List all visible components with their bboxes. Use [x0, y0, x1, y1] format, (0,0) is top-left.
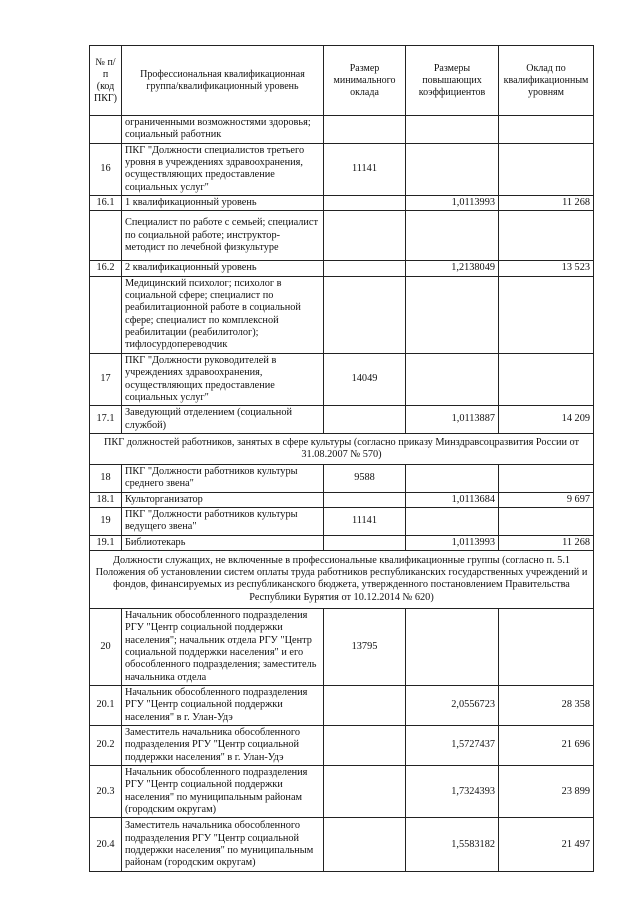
- cell-position: ПКГ "Должности работников культуры ведущего звена": [122, 507, 324, 535]
- cell-position: Начальник обособленного подразделения РГУ "Центр социальной поддержки населения" по муниципальным районам (городским округам): [122, 766, 324, 818]
- cell-position: ПКГ "Должности специалистов третьего уровня в учреждениях здравоохранения, осуществляющих предоставление социальных услуг": [122, 143, 324, 195]
- cell-min-salary: [324, 818, 406, 872]
- cell-position: Культорганизатор: [122, 492, 324, 507]
- table-row: [90, 211, 594, 261]
- cell-salary: [499, 116, 594, 144]
- table-row: [90, 726, 594, 766]
- cell-coefficient: 1,0113993: [406, 196, 499, 211]
- cell-num: 20.2: [90, 726, 122, 766]
- table-row: [90, 766, 594, 818]
- table-row: [90, 507, 594, 535]
- cell-position: 1 квалификационный уровень: [122, 196, 324, 211]
- table-header-row: [90, 46, 594, 116]
- cell-position: Заместитель начальника обособленного подразделения РГУ "Центр социальной поддержки населения" по муниципальным районам (городским округам): [122, 818, 324, 872]
- header-coefficients: Размеры повышающих коэффициентов: [406, 46, 499, 116]
- cell-coefficient: 1,5583182: [406, 818, 499, 872]
- section-heading: ПКГ должностей работников, занятых в сфере культуры (согласно приказу Минздравсоцразвития России от 31.08.2007 № 570): [90, 433, 594, 464]
- table-row: [90, 116, 594, 144]
- cell-min-salary: [324, 211, 406, 261]
- cell-min-salary: [324, 261, 406, 276]
- cell-salary: [499, 507, 594, 535]
- cell-coefficient: 2,0556723: [406, 686, 499, 726]
- cell-min-salary: [324, 686, 406, 726]
- cell-position: Заведующий отделением (социальной службой): [122, 406, 324, 434]
- cell-coefficient: 1,0113684: [406, 492, 499, 507]
- table-row: [90, 353, 594, 405]
- cell-min-salary: [324, 766, 406, 818]
- cell-min-salary: 14049: [324, 353, 406, 405]
- cell-num: 19.1: [90, 535, 122, 550]
- table-row: [90, 686, 594, 726]
- table-row: [90, 261, 594, 276]
- header-group: Профессиональная квалификационная группа/квалификационный уровень: [122, 46, 324, 116]
- cell-coefficient: [406, 116, 499, 144]
- cell-min-salary: 9588: [324, 464, 406, 492]
- cell-position: 2 квалификационный уровень: [122, 261, 324, 276]
- section-row: [90, 433, 594, 464]
- cell-salary: 21 497: [499, 818, 594, 872]
- cell-num: [90, 116, 122, 144]
- table-row: [90, 608, 594, 685]
- section-heading: Должности служащих, не включенные в профессиональные квалификационные группы (согласно п. 5.1 Положения об установлении систем оплаты труда работников республиканских государственных учреждений и фондов, финансируемых из республиканского бюджета, утвержденного постановлением Правительства Республики Бурятия от 10.12.2014 № 620): [90, 550, 594, 608]
- table-row: [90, 406, 594, 434]
- cell-salary: 9 697: [499, 492, 594, 507]
- cell-min-salary: 11141: [324, 143, 406, 195]
- salary-table: [89, 45, 594, 872]
- table-row: [90, 196, 594, 211]
- cell-min-salary: [324, 726, 406, 766]
- header-salary: Оклад по квалификационным уровням: [499, 46, 594, 116]
- cell-salary: [499, 211, 594, 261]
- cell-position: ПКГ "Должности работников культуры среднего звена": [122, 464, 324, 492]
- cell-num: 17: [90, 353, 122, 405]
- cell-num: [90, 276, 122, 353]
- header-min-salary: Размер минимального оклада: [324, 46, 406, 116]
- cell-min-salary: [324, 196, 406, 211]
- cell-min-salary: [324, 276, 406, 353]
- cell-position: Начальник обособленного подразделения РГУ "Центр социальной поддержки населения"; начальник отдела РГУ "Центр социальной поддержки населения" и его обособленного подразделения; заместитель начальника отдела: [122, 608, 324, 685]
- table-row: [90, 818, 594, 872]
- cell-min-salary: [324, 492, 406, 507]
- cell-min-salary: [324, 116, 406, 144]
- cell-num: 16.1: [90, 196, 122, 211]
- table-row: [90, 276, 594, 353]
- cell-salary: 13 523: [499, 261, 594, 276]
- cell-coefficient: 1,5727437: [406, 726, 499, 766]
- cell-num: 19: [90, 507, 122, 535]
- cell-coefficient: [406, 143, 499, 195]
- cell-salary: 21 696: [499, 726, 594, 766]
- cell-coefficient: 1,7324393: [406, 766, 499, 818]
- header-num: № п/п (код ПКГ): [90, 46, 122, 116]
- cell-coefficient: [406, 211, 499, 261]
- cell-position: Специалист по работе с семьей; специалист по социальной работе; инструктор-методист по лечебной физкультуре: [122, 211, 324, 261]
- cell-position: Начальник обособленного подразделения РГУ "Центр социальной поддержки населения" в г. Улан-Удэ: [122, 686, 324, 726]
- cell-salary: [499, 464, 594, 492]
- cell-min-salary: [324, 535, 406, 550]
- cell-num: 16.2: [90, 261, 122, 276]
- cell-salary: [499, 143, 594, 195]
- table-row: [90, 143, 594, 195]
- cell-salary: 11 268: [499, 196, 594, 211]
- cell-coefficient: [406, 276, 499, 353]
- cell-position: ограниченными возможностями здоровья; социальный работник: [122, 116, 324, 144]
- table-row: [90, 464, 594, 492]
- cell-coefficient: 1,2138049: [406, 261, 499, 276]
- section-row: [90, 550, 594, 608]
- cell-num: 20: [90, 608, 122, 685]
- cell-num: 20.3: [90, 766, 122, 818]
- cell-num: 20.4: [90, 818, 122, 872]
- cell-num: 18: [90, 464, 122, 492]
- cell-position: Библиотекарь: [122, 535, 324, 550]
- cell-coefficient: 1,0113993: [406, 535, 499, 550]
- cell-min-salary: 11141: [324, 507, 406, 535]
- cell-salary: [499, 353, 594, 405]
- cell-position: Медицинский психолог; психолог в социальной сфере; специалист по реабилитационной работе в социальной сфере; специалист по комплексной реабилитации (реабилитолог); тифлосурдопереводчик: [122, 276, 324, 353]
- cell-position: Заместитель начальника обособленного подразделения РГУ "Центр социальной поддержки населения" в г. Улан-Удэ: [122, 726, 324, 766]
- cell-num: 17.1: [90, 406, 122, 434]
- cell-salary: 23 899: [499, 766, 594, 818]
- table-row: [90, 492, 594, 507]
- cell-salary: [499, 608, 594, 685]
- cell-coefficient: [406, 507, 499, 535]
- cell-salary: 14 209: [499, 406, 594, 434]
- cell-position: ПКГ "Должности руководителей в учреждениях здравоохранения, осуществляющих предоставление социальных услуг": [122, 353, 324, 405]
- cell-num: [90, 211, 122, 261]
- cell-min-salary: [324, 406, 406, 434]
- cell-num: 16: [90, 143, 122, 195]
- cell-coefficient: [406, 353, 499, 405]
- cell-min-salary: 13795: [324, 608, 406, 685]
- cell-salary: 11 268: [499, 535, 594, 550]
- cell-salary: 28 358: [499, 686, 594, 726]
- cell-num: 18.1: [90, 492, 122, 507]
- cell-num: 20.1: [90, 686, 122, 726]
- cell-coefficient: 1,0113887: [406, 406, 499, 434]
- cell-coefficient: [406, 608, 499, 685]
- cell-coefficient: [406, 464, 499, 492]
- cell-salary: [499, 276, 594, 353]
- table-row: [90, 535, 594, 550]
